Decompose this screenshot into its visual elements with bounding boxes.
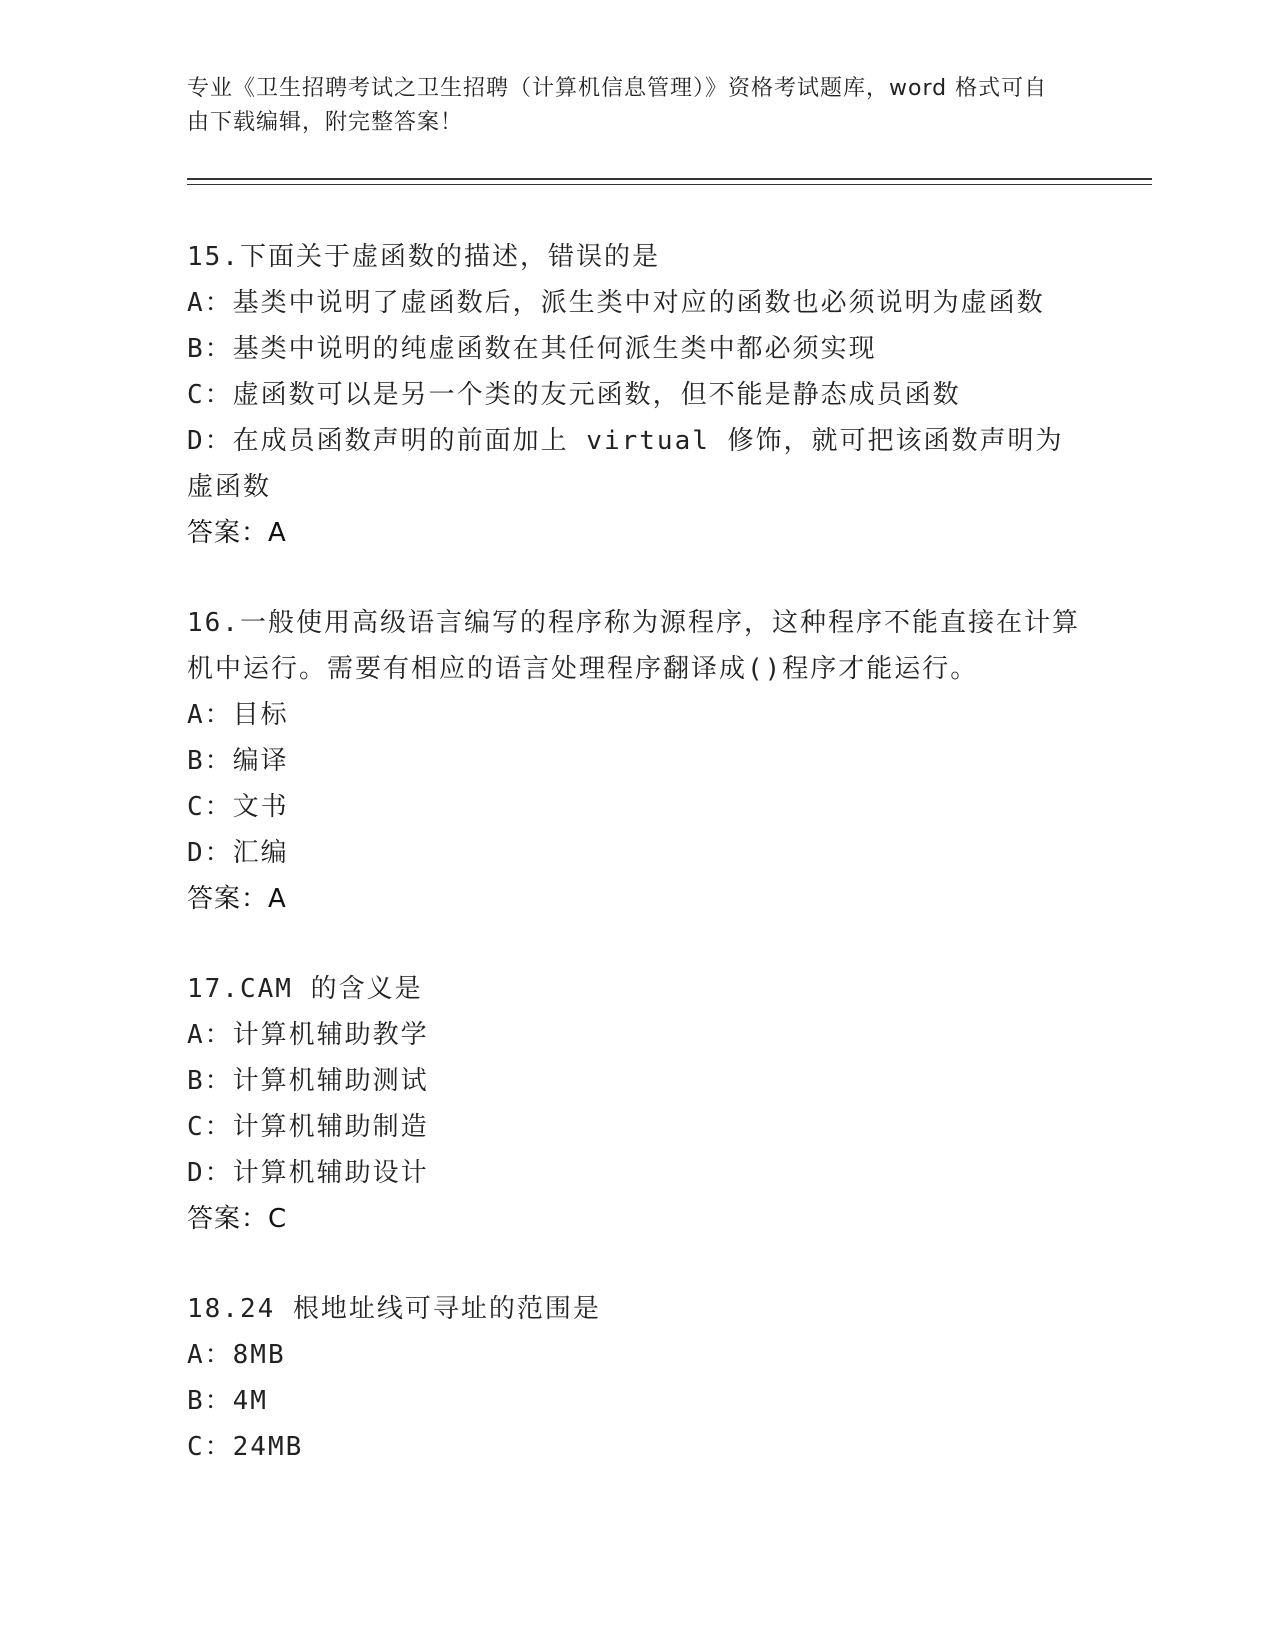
option-b: B：基类中说明的纯虚函数在其任何派生类中都必须实现 (187, 334, 877, 364)
option-c: C：计算机辅助制造 (187, 1112, 429, 1142)
header-divider-thin (187, 184, 1152, 185)
document-header-intro: 专业《卫生招聘考试之卫生招聘（计算机信息管理）》资格考试题库，word 格式可自由下载编辑，附完整答案！ (187, 76, 1048, 135)
answer-label: 答案：A (187, 518, 287, 548)
question-16 (187, 600, 1087, 922)
header-divider-thick (187, 178, 1152, 180)
option-d: D：汇编 (187, 838, 289, 868)
option-b: B：计算机辅助测试 (187, 1066, 429, 1096)
option-d: D：计算机辅助设计 (187, 1158, 429, 1188)
option-a: A：8MB (187, 1340, 286, 1370)
question-15 (187, 234, 1087, 556)
option-b: B：编译 (187, 746, 289, 776)
answer-label: 答案：C (187, 1204, 288, 1234)
option-b: B：4M (187, 1386, 268, 1416)
question-list (187, 234, 1087, 1470)
question-stem: 18.24 根地址线可寻址的范围是 (187, 1294, 601, 1324)
question-stem: 15.下面关于虚函数的描述，错误的是 (187, 242, 660, 272)
option-c: C：文书 (187, 792, 289, 822)
question-18 (187, 1286, 1087, 1470)
option-c: C：24MB (187, 1432, 304, 1462)
option-a: A：基类中说明了虚函数后，派生类中对应的函数也必须说明为虚函数 (187, 288, 1045, 318)
question-17 (187, 966, 1087, 1242)
question-stem: 17.CAM 的含义是 (187, 974, 423, 1004)
option-a: A：计算机辅助教学 (187, 1020, 429, 1050)
answer-label: 答案：A (187, 884, 287, 914)
option-c: C：虚函数可以是另一个类的友元函数，但不能是静态成员函数 (187, 380, 961, 410)
question-stem: 16.一般使用高级语言编写的程序称为源程序，这种程序不能直接在计算机中运行。需要有相应的语言处理程序翻译成()程序才能运行。 (187, 608, 1080, 684)
option-a: A：目标 (187, 700, 289, 730)
option-d: D：在成员函数声明的前面加上 virtual 修饰，就可把该函数声明为虚函数 (187, 426, 1064, 502)
